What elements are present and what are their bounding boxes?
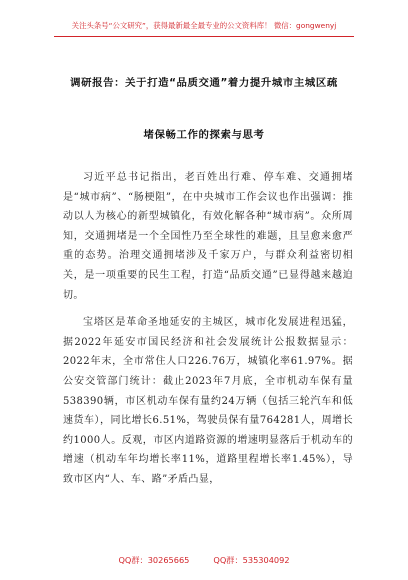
body-paragraph: 习近平总书记指出，老百姓出行难、停车难、交通拥堵是“城市病”、“肠梗阻”，在中央城市工作会议也作出强调：推动以人为核心的新型城镇化，有效化解各种“城市病”。众所周知，交通拥堵是一个全国性乃至全球性的难题，且呈愈来愈严重的态势。治理交通拥堵涉及千家万户，与群众利益密切相关，是一项重要的民生工程，打造“品质交通”已显得越来越迫切。 xyxy=(63,172,353,301)
body-paragraph: 宝塔区是革命圣地延安的主城区，城市化发展进程迅猛，据2022年延安市国民经济和社会发展统计公报数据显示：2022年末，全市常住人口226.76万，城镇化率61.97%。据公安交管部门统计：截止2023年7月底，全市机动车保有量538390辆，市区机动车保有量约24万辆（包括三轮汽车和低速货车），同比增长6.51%，驾驶员保有量764281人，周增长约1000人。反观，市区内道路资源的增速明显落后于机动车的增速（机动车年均增长率11%，道路里程增长率1.45%），导致市区内“人、车、路”矛盾凸显， xyxy=(63,317,353,485)
footer-qq-group-1: QQ群：30265665 xyxy=(118,555,190,565)
header-divider xyxy=(54,36,354,37)
document-title-line-2: 堵保畅工作的探索与思考 xyxy=(143,129,265,141)
page-header: 关注头条号“公文研究”，获得最新最全最专业的公文资料库！ 微信：gongwenyj xyxy=(71,21,337,30)
page-footer xyxy=(0,555,408,566)
footer-qq-group-2: QQ群：535304092 xyxy=(213,555,290,565)
document-title-line-1: 调研报告：关于打造“品质交通”着力提升城市主城区疏 xyxy=(70,77,338,89)
document-body xyxy=(63,168,353,494)
